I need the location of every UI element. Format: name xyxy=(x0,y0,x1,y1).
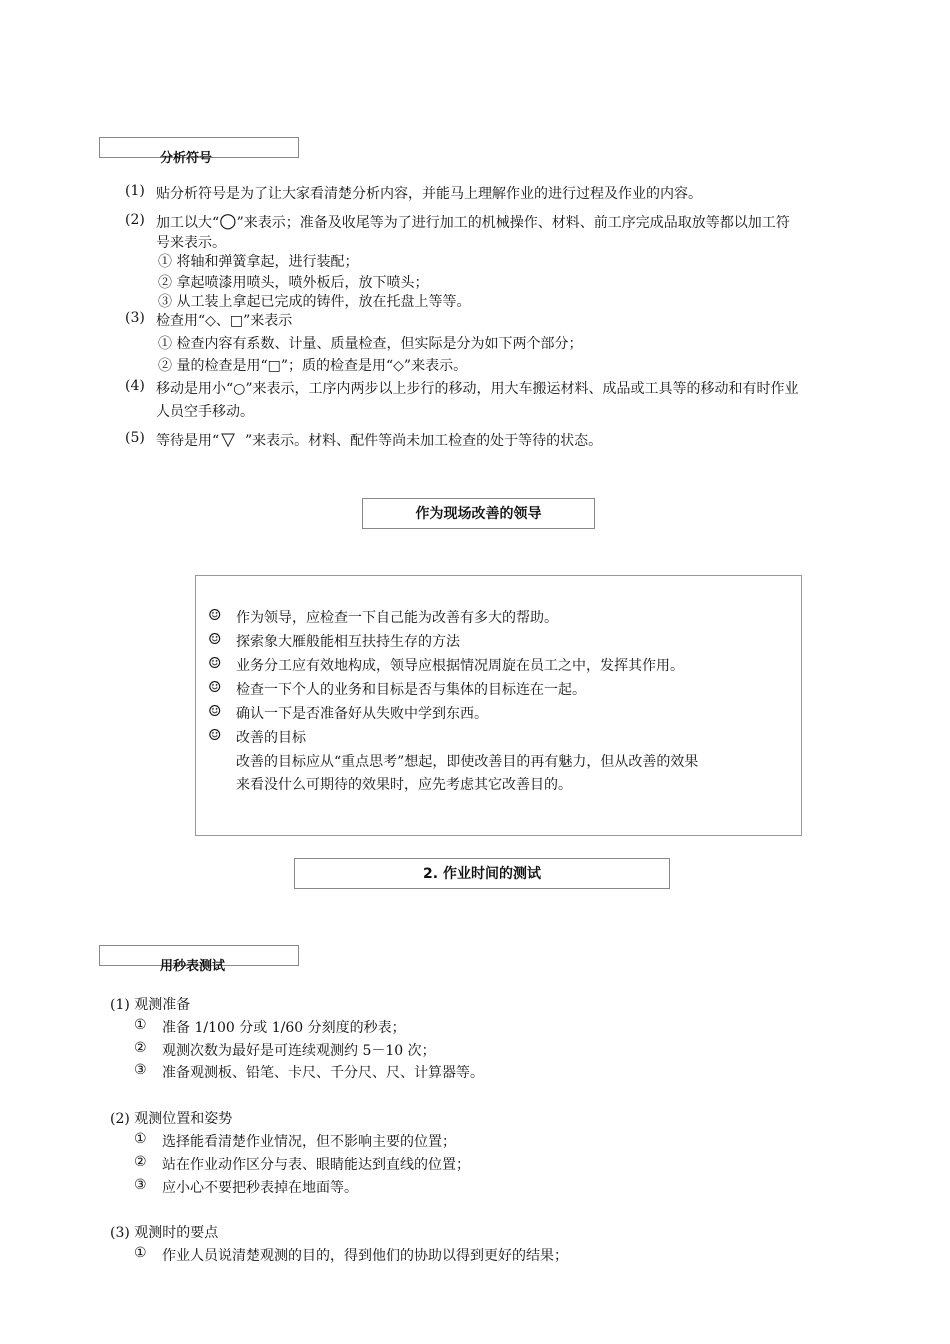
item-number: (2) xyxy=(125,212,145,228)
list-number: ③ xyxy=(134,1062,147,1078)
sub-item: ② 拿起喷漆用喷头，喷外板后，放下喷头； xyxy=(158,275,429,291)
list-number: ② xyxy=(134,1040,147,1056)
leader-tip: 业务分工应有效地构成，领导应根据情况周旋在员工之中，发挥其作用。 xyxy=(236,658,684,674)
leader-tip: 确认一下是否准备好从失败中学到东西。 xyxy=(236,706,488,722)
section-2-title: 2. 作业时间的测试 xyxy=(294,858,670,889)
item-text: 贴分析符号是为了让大家看清楚分析内容，并能马上理解作业的进行过程及作业的内容。 xyxy=(156,186,702,202)
list-number: ① xyxy=(134,1017,147,1033)
list-item: 观测次数为最好是可连续观测约 5－10 次； xyxy=(162,1043,436,1059)
leader-tip-detail: 来看没什么可期待的效果时，应先考虑其它改善目的。 xyxy=(236,777,572,793)
leader-section-title: 作为现场改善的领导 xyxy=(362,498,595,529)
leader-tips-frame xyxy=(195,575,802,836)
sub-item: ③ 从工装上拿起已完成的铸件，放在托盘上等等。 xyxy=(158,294,471,310)
smiley-icon: ☺ xyxy=(208,726,222,744)
item-number: (5) xyxy=(125,430,145,446)
item-text: 等待是用“ ▽ ”来表示。材料、配件等尚未加工检查的处于等待的状态。 xyxy=(156,429,603,450)
section-tab-stopwatch xyxy=(99,945,299,974)
list-item: 准备 1/100 分或 1/60 分刻度的秒表； xyxy=(162,1020,406,1036)
item-text-cont: 人员空手移动。 xyxy=(156,404,254,420)
subsection-heading: (3) 观测时的要点 xyxy=(110,1225,219,1241)
section-tab-label: 分析符号 xyxy=(160,151,213,166)
smiley-icon: ☺ xyxy=(208,606,222,624)
section-tab-label: 用秒表测试 xyxy=(160,959,226,974)
leader-tip: 作为领导，应检查一下自己能为改善有多大的帮助。 xyxy=(236,610,558,626)
list-item: 作业人员说清楚观测的目的，得到他们的协助以得到更好的结果； xyxy=(162,1248,568,1264)
list-number: ① xyxy=(134,1245,147,1261)
item-text: 移动是用小“○”来表示，工序内两步以上步行的移动，用大车搬运材料、成品或工具等的移动和有时作业 xyxy=(156,381,799,397)
item-number: (1) xyxy=(125,183,145,199)
leader-tip: 探索象大雁般能相互扶持生存的方法 xyxy=(236,634,460,650)
subsection-heading: (2) 观测位置和姿势 xyxy=(110,1111,233,1127)
list-number: ③ xyxy=(134,1177,147,1193)
item-number: (3) xyxy=(125,310,145,326)
subsection-heading: (1) 观测准备 xyxy=(110,997,191,1013)
item-text: 加工以大“○”来表示；准备及收尾等为了进行加工的机械操作、材料、前工序完成品取放等都以加工符 xyxy=(156,208,790,232)
list-number: ① xyxy=(134,1131,147,1147)
smiley-icon: ☺ xyxy=(208,702,222,720)
item-text-cont: 号来表示。 xyxy=(156,235,226,251)
sub-item: ① 检查内容有系数、计量、质量检查，但实际是分为如下两个部分； xyxy=(158,336,583,352)
triangle-symbol-icon: ▽ xyxy=(221,429,236,450)
smiley-icon: ☺ xyxy=(208,654,222,672)
list-item: 选择能看清楚作业情况，但不影响主要的位置； xyxy=(162,1134,456,1150)
list-item: 应小心不要把秒表掉在地面等。 xyxy=(162,1180,358,1196)
circle-symbol-icon: ○ xyxy=(219,208,237,232)
list-number: ② xyxy=(134,1154,147,1170)
sub-item: ① 将轴和弹簧拿起，进行装配； xyxy=(158,254,359,270)
smiley-icon: ☺ xyxy=(208,678,222,696)
leader-tip: 检查一下个人的业务和目标是否与集体的目标连在一起。 xyxy=(236,682,586,698)
item-number: (4) xyxy=(125,378,145,394)
smiley-icon: ☺ xyxy=(208,630,222,648)
leader-tip-detail: 改善的目标应从“重点思考”想起，即使改善目的再有魅力，但从改善的效果 xyxy=(236,754,699,770)
section-tab-analysis-symbols xyxy=(99,137,299,166)
list-item: 准备观测板、铅笔、卡尺、千分尺、尺、计算器等。 xyxy=(162,1065,484,1081)
sub-item: ② 量的检查是用“□”；质的检查是用“◇”来表示。 xyxy=(158,358,468,374)
item-text: 检查用“◇、□”来表示 xyxy=(156,313,293,329)
list-item: 站在作业动作区分与表、眼睛能达到直线的位置； xyxy=(162,1157,470,1173)
leader-tip: 改善的目标 xyxy=(236,730,306,746)
